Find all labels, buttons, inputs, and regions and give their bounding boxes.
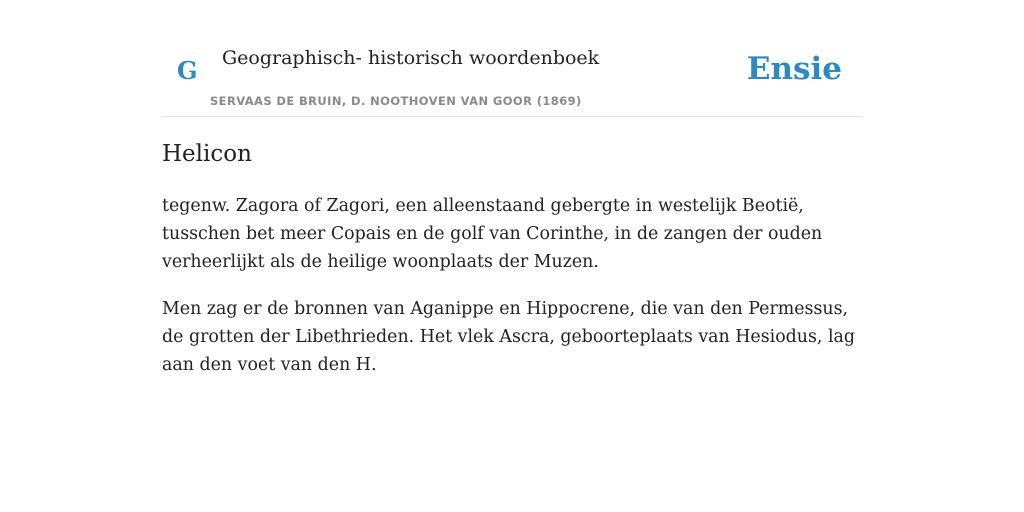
entry-body xyxy=(162,192,862,398)
page-header xyxy=(162,0,862,117)
book-title[interactable]: Geographisch- historisch woordenboek xyxy=(222,47,600,69)
book-logo-letter[interactable]: G xyxy=(177,56,198,85)
ensie-logo[interactable]: Ensie xyxy=(746,51,842,87)
entry-title: Helicon xyxy=(162,141,252,167)
entry-paragraph: Men zag er de bronnen van Aganippe en Hippocrene, die van den Permessus, de grotten der Libethrieden. Het vlek Ascra, geboorteplaats van Hesiodus, lag aan den voet van den H. xyxy=(162,299,856,375)
entry-paragraph: tegenw. Zagora of Zagori, een alleenstaand gebergte in westelijk Beotië, tusschen bet meer Copais en de golf van Corinthe, in de zangen der ouden verheerlijkt als de heilige woonplaats der Muzen. xyxy=(162,196,823,272)
book-authors: SERVAAS DE BRUIN, D. NOOTHOVEN VAN GOOR (1869) xyxy=(210,94,582,108)
